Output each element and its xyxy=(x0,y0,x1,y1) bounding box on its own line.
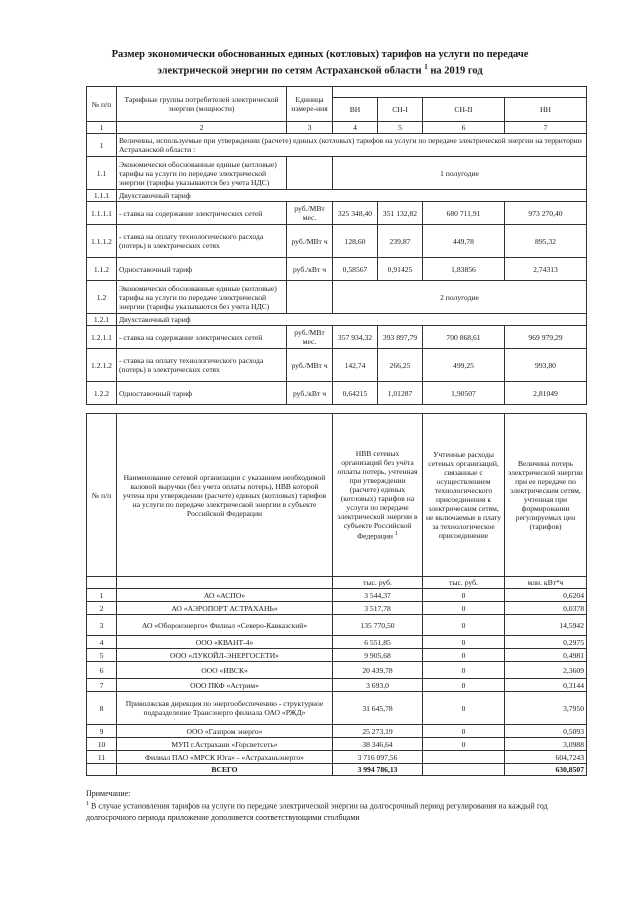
organizations-table xyxy=(86,413,587,776)
row-text: - ставка на содержание электрических сетей xyxy=(117,326,287,349)
row-text: Двухставочный тариф xyxy=(117,190,587,202)
org-num: 6 xyxy=(87,662,117,679)
colnum: 6 xyxy=(423,122,505,134)
title-line-2 xyxy=(60,61,580,78)
org-num: 8 xyxy=(87,692,117,725)
org-costs: 0 xyxy=(423,662,505,679)
org-name: ООО ПКФ «Астрим» xyxy=(117,679,333,692)
row-num: 1.1.1.2 xyxy=(87,225,117,258)
org-costs: 0 xyxy=(423,738,505,751)
value-sn1: 351 132,82 xyxy=(378,202,423,225)
org-costs: 0 xyxy=(423,615,505,636)
org-name: МУП г.Астрахани «Горсветсеть» xyxy=(117,738,333,751)
org-num: 10 xyxy=(87,738,117,751)
table-row xyxy=(87,636,587,649)
tariff-table xyxy=(86,86,587,405)
table-row xyxy=(87,134,587,157)
table-row xyxy=(87,751,587,764)
org-losses: 3,7950 xyxy=(505,692,587,725)
row-num: 1.1.1.1 xyxy=(87,202,117,225)
row-text: - ставка на оплату технологического расхода (потерь) в электрических сетях xyxy=(117,225,287,258)
colnum: 5 xyxy=(378,122,423,134)
value-vn: 142,74 xyxy=(333,349,378,382)
value-nn: 993,80 xyxy=(505,349,587,382)
table-row xyxy=(87,649,587,662)
org-losses: 0,2975 xyxy=(505,636,587,649)
org-nvv: 3 517,78 xyxy=(333,602,423,615)
org-losses: 0,3144 xyxy=(505,679,587,692)
row-text: - ставка на оплату технологического расхода (потерь) в электрических сетях xyxy=(117,349,287,382)
row-num: 1.1.1 xyxy=(87,190,117,202)
org-costs: 0 xyxy=(423,589,505,602)
row-num: 1.2.1.1 xyxy=(87,326,117,349)
title-line-2b: на 2019 год xyxy=(430,65,483,77)
org-num: 9 xyxy=(87,725,117,738)
table-row xyxy=(87,679,587,692)
header-nn: НН xyxy=(505,98,587,122)
value-vn: 0,58567 xyxy=(333,258,378,281)
table-row xyxy=(87,190,587,202)
total-nvv: 3 994 786,13 xyxy=(333,764,423,776)
value-sn2: 700 868,61 xyxy=(423,326,505,349)
value-sn2: 1,90507 xyxy=(423,382,505,405)
value-sn1: 266,25 xyxy=(378,349,423,382)
row-num: 1.2.1 xyxy=(87,314,117,326)
org-name: АО «АСПО» xyxy=(117,589,333,602)
org-name: ООО «КВАНТ-4» xyxy=(117,636,333,649)
header-sn2: СН-II xyxy=(423,98,505,122)
org-losses: 0,5093 xyxy=(505,725,587,738)
row-unit: руб./МВт мес. xyxy=(287,202,333,225)
header-nvv xyxy=(333,414,423,577)
header-nvv-text: НВВ сетевых организаций без учёта оплаты потерь, учтенная при утверждении (расчете) единых (котловых) тарифов на услуги по передаче электрической энергии в субъекте Российской Федерации xyxy=(337,449,418,541)
row-text: Величины, используемые при утверждении (расчете) единых (котловых) тарифов на услуги по передаче электрической энергии на территории Астраханской области : xyxy=(117,134,587,157)
total-row xyxy=(87,764,587,776)
header-losses: Величина потерь электрической энергии при ее передаче по электрическим сетям, учтенная при формировании регулируемых цен (тарифов) xyxy=(505,414,587,577)
org-losses: 0,0378 xyxy=(505,602,587,615)
header-org-name: Наименование сетевой организации с указанием необходимой валовой выручки (без учета оплаты потерь), НВВ которой учтена при утверждении (расчете) единых (котловых) тарифов на услуги по передаче электрической энергии в субъекте Российской Федерации xyxy=(117,414,333,577)
colnum: 3 xyxy=(287,122,333,134)
header-costs: Учтенные расходы сетевых организаций, связанные с осуществлением технологического присоединения к электрическим сетям, не включаемые в плату за технологическое присоединение xyxy=(423,414,505,577)
header-vn: ВН xyxy=(333,98,378,122)
org-costs: 0 xyxy=(423,692,505,725)
value-vn: 0,64215 xyxy=(333,382,378,405)
title-line-2a: электрической энергии по сетям Астраханской области xyxy=(157,65,422,77)
row-text: Двухставочный тариф xyxy=(117,314,587,326)
tariff-header-row xyxy=(87,87,587,98)
value-nn: 973 270,40 xyxy=(505,202,587,225)
table-row xyxy=(87,314,587,326)
org-losses: 3,0988 xyxy=(505,738,587,751)
row-text: Экономически обоснованные единые (котловые) тарифы на услуги по передаче электрической энергии (тарифы указываются без учета НДС) xyxy=(117,157,287,190)
period-label: 1 полугодие xyxy=(333,157,587,190)
value-vn: 357 934,32 xyxy=(333,326,378,349)
table-row xyxy=(87,382,587,405)
footnote-body xyxy=(86,799,596,823)
header-num: № п/п xyxy=(87,87,117,122)
org-name: АО «Оборонэнерго» Филиал «Северо-Кавказский» xyxy=(117,615,333,636)
org-losses: 0,6204 xyxy=(505,589,587,602)
value-sn1: 1,01287 xyxy=(378,382,423,405)
table-row xyxy=(87,202,587,225)
header-nvv-footnote: 1 xyxy=(394,531,398,538)
org-name: ООО «ИВСК» xyxy=(117,662,333,679)
row-unit: руб./МВт ч xyxy=(287,349,333,382)
colnum: 2 xyxy=(117,122,287,134)
table-row xyxy=(87,349,587,382)
row-unit: руб./кВт ч xyxy=(287,258,333,281)
value-vn: 128,60 xyxy=(333,225,378,258)
org-rows xyxy=(87,589,587,764)
row-text: - ставка на содержание электрических сетей xyxy=(117,202,287,225)
org-name: Филиал ПАО «МРСК Юга» - «Астраханьэнерго» xyxy=(117,751,333,764)
total-losses: 630,8507 xyxy=(505,764,587,776)
colnum: 4 xyxy=(333,122,378,134)
org-num: 1 xyxy=(87,589,117,602)
org-nvv: 6 551,85 xyxy=(333,636,423,649)
org-nvv: 38 346,64 xyxy=(333,738,423,751)
table-row xyxy=(87,602,587,615)
table-row xyxy=(87,615,587,636)
org-costs xyxy=(423,751,505,764)
row-text: Экономически обоснованные единые (котловые) тарифы на услуги по передаче электрической энергии (тарифы указываются без учета НДС) xyxy=(117,281,287,314)
row-text: Одноставочный тариф xyxy=(117,382,287,405)
header-voltage-group xyxy=(333,87,587,98)
row-text: Одноставочный тариф xyxy=(117,258,287,281)
table-row xyxy=(87,281,587,314)
org-num: 11 xyxy=(87,751,117,764)
org-num: 5 xyxy=(87,649,117,662)
title-line-1: Размер экономически обоснованных единых (котловых) тарифов на услуги по передаче xyxy=(111,49,529,60)
value-sn1: 239,87 xyxy=(378,225,423,258)
value-sn1: 0,91425 xyxy=(378,258,423,281)
row-num: 1 xyxy=(87,134,117,157)
org-nvv: 135 770,50 xyxy=(333,615,423,636)
org-nvv: 9 905,68 xyxy=(333,649,423,662)
table-row xyxy=(87,326,587,349)
org-losses: 0,4981 xyxy=(505,649,587,662)
org-costs: 0 xyxy=(423,679,505,692)
column-number-row xyxy=(87,122,587,134)
footnote-text: В случае установления тарифов на услуги по передаче электрической энергии на долгосрочный период регулирования на каждый год долгосрочного периода приложение дополняется соответствующими столбцами xyxy=(86,801,548,822)
org-losses: 14,5942 xyxy=(505,615,587,636)
org-nvv: 20 439,78 xyxy=(333,662,423,679)
org-costs: 0 xyxy=(423,649,505,662)
unit-costs: тыс. руб. xyxy=(423,577,505,589)
table-row xyxy=(87,725,587,738)
table-row xyxy=(87,225,587,258)
row-unit: руб./кВт ч xyxy=(287,382,333,405)
row-num: 1.2 xyxy=(87,281,117,314)
total-label: ВСЕГО xyxy=(117,764,333,776)
value-nn: 969 979,29 xyxy=(505,326,587,349)
empty-cell xyxy=(287,157,333,190)
empty-cell xyxy=(87,577,117,589)
org-unit-row xyxy=(87,577,587,589)
table-row xyxy=(87,738,587,751)
header-sn1: СН-I xyxy=(378,98,423,122)
header-num: № п/п xyxy=(87,414,117,577)
org-costs: 0 xyxy=(423,602,505,615)
footnote-heading: Примечание: xyxy=(86,789,131,798)
document-title xyxy=(60,48,580,78)
org-num: 7 xyxy=(87,679,117,692)
org-num: 2 xyxy=(87,602,117,615)
value-sn2: 449,78 xyxy=(423,225,505,258)
row-unit: руб./МВт ч xyxy=(287,225,333,258)
unit-nvv: тыс. руб. xyxy=(333,577,423,589)
colnum: 7 xyxy=(505,122,587,134)
org-costs: 0 xyxy=(423,725,505,738)
row-unit: руб./МВт мес. xyxy=(287,326,333,349)
row-num: 1.1 xyxy=(87,157,117,190)
org-name: ООО «Газпром энерго» xyxy=(117,725,333,738)
empty-cell xyxy=(287,281,333,314)
org-nvv: 3 716 097,56 xyxy=(333,751,423,764)
org-losses: 604,7243 xyxy=(505,751,587,764)
value-sn2: 1,83856 xyxy=(423,258,505,281)
org-costs: 0 xyxy=(423,636,505,649)
row-num: 1.1.2 xyxy=(87,258,117,281)
org-name: ООО «ЛУКОЙЛ-ЭНЕРГОСЕТИ» xyxy=(117,649,333,662)
value-nn: 2,81049 xyxy=(505,382,587,405)
footnote xyxy=(86,788,596,823)
value-sn2: 499,25 xyxy=(423,349,505,382)
table-row xyxy=(87,157,587,190)
colnum: 1 xyxy=(87,122,117,134)
org-num: 4 xyxy=(87,636,117,649)
value-sn2: 680 711,91 xyxy=(423,202,505,225)
empty-cell xyxy=(117,577,333,589)
title-footnote-mark: 1 xyxy=(424,63,428,71)
empty-cell xyxy=(87,764,117,776)
unit-losses: млн. кВт*ч xyxy=(505,577,587,589)
org-header-row xyxy=(87,414,587,577)
header-groups: Тарифные группы потребителей электрической энергии (мощности) xyxy=(117,87,287,122)
header-unit: Единица измере-ния xyxy=(287,87,333,122)
org-losses: 2,3609 xyxy=(505,662,587,679)
org-nvv: 25 273,19 xyxy=(333,725,423,738)
org-num: 3 xyxy=(87,615,117,636)
table-row xyxy=(87,692,587,725)
value-sn1: 393 897,79 xyxy=(378,326,423,349)
footnote-mark: 1 xyxy=(86,801,89,807)
table-row xyxy=(87,662,587,679)
org-nvv: 31 645,78 xyxy=(333,692,423,725)
period-label: 2 полугодие xyxy=(333,281,587,314)
row-num: 1.2.2 xyxy=(87,382,117,405)
org-nvv: 3 693,0 xyxy=(333,679,423,692)
table-row xyxy=(87,258,587,281)
org-nvv: 3 544,37 xyxy=(333,589,423,602)
org-name: АО «АЭРОПОРТ АСТРАХАНЬ» xyxy=(117,602,333,615)
value-nn: 2,74313 xyxy=(505,258,587,281)
table-row xyxy=(87,589,587,602)
value-nn: 895,32 xyxy=(505,225,587,258)
org-name: Приволжская дирекция по энергообеспечению - структурное подразделение Трансэнерго филиала ОАО «РЖД» xyxy=(117,692,333,725)
row-num: 1.2.1.2 xyxy=(87,349,117,382)
value-vn: 325 348,40 xyxy=(333,202,378,225)
empty-cell xyxy=(423,764,505,776)
